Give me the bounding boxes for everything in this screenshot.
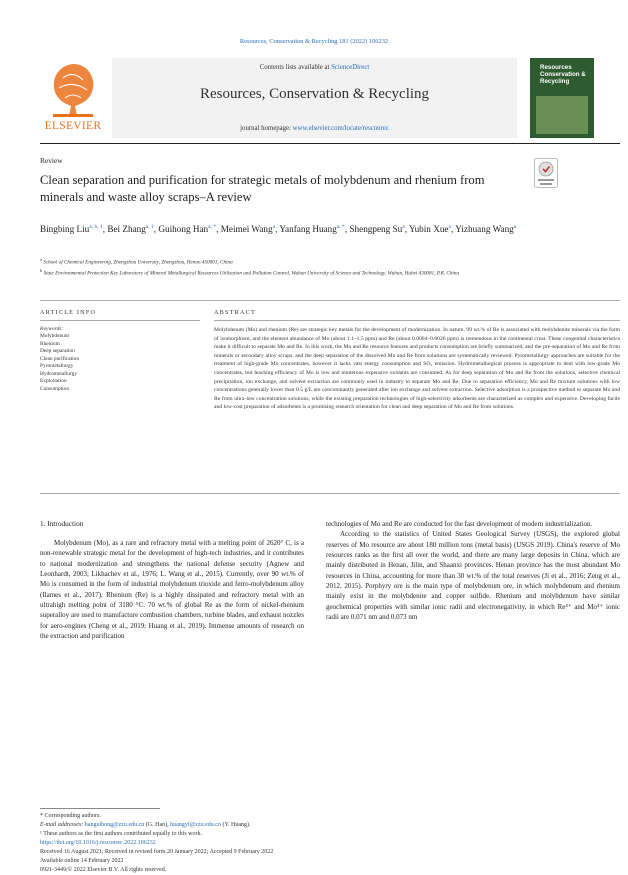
affiliation bbox=[40, 267, 600, 278]
abstract-bottom-divider bbox=[40, 493, 620, 494]
author-name[interactable]: Meimei Wang bbox=[220, 224, 273, 235]
keyword: Deep separation bbox=[40, 348, 75, 354]
author-name[interactable]: Guihong Han bbox=[158, 224, 209, 235]
abstract-heading: ABSTRACT bbox=[214, 309, 256, 316]
author-affiliation-marker[interactable]: a bbox=[402, 224, 405, 230]
author-name[interactable]: Shengpeng Su bbox=[349, 224, 403, 235]
author-affiliation-marker[interactable]: a bbox=[513, 224, 517, 230]
affiliation-text: State Environmental Protection Key Laboratory of Mineral Metallurgical Resources Utilization and Pollution Control, Wuhan University of Science and Technology, Wuhan, Hubei 430081, P.R. China bbox=[43, 270, 460, 277]
article-info-heading: ARTICLE INFO bbox=[40, 309, 97, 316]
cover-image-band bbox=[536, 96, 588, 134]
author-name[interactable]: Bei Zhang bbox=[107, 224, 146, 235]
journal-title: Resources, Conservation & Recycling bbox=[199, 86, 430, 102]
online-date: Available online 14 February 2022 bbox=[40, 858, 124, 864]
email-line bbox=[40, 821, 600, 830]
contents-line bbox=[112, 64, 517, 71]
keyword: Consumption bbox=[40, 385, 70, 392]
footnotes bbox=[40, 812, 600, 875]
copyright: 0921-3449/© 2022 Elsevier B.V. All rights reserved. bbox=[40, 867, 167, 873]
contents-prefix: Contents lists available at bbox=[259, 64, 332, 71]
affiliation bbox=[40, 256, 600, 267]
abstract-text: Molybdenum (Mo) and rhenium (Re) are strategic key metals for the development of modernization. In nature, 99 wt.% of Re is associated with molybdenite minerals via the form of isomorphism, and the element abundance of Mo (about 1.1–1.5 ppm) and Re (about 0.0004–0.0026 ppm) is tremendous in the continental crust. These congenital characteristics make it difficult to separate Mo and Re. In this work, the Mo and Re resource features and products consumption are briefly summarized, and the pre-separation of Mo and Re from minerals or secondary alloy scraps, and the deep separation of the dissolved Mo and Re from solutions are systematically reviewed. Pyrometallurgy approaches are suitable for the treatment of high-grade Mo concentrates, however it lacks vast energy consumption and SO₂ emission. Hydrometallurgical process is appropriate to deal with low-grade Mo concentrates, but leaching efficiency of Mo is low and numerous expensive oxidants are consumed. As for deep separation of Mo and Re from the solutions, selective chemical precipitation, ion exchange, and solvent extraction are commonly used in industry to separate Mo and Re. Due to separation efficiency, Mo and Re mixture solutions with low concentrations generally lower than 0.5 g/L are concomitantly generated after ion exchange and solvent extraction. Selective adsorption is a prospective method to separate Mo and Re from ultra-low concentration solutions, while the existing preparation technologies of high-selectivity adsorbents are characterized as complex and expensive. Developing facile and low-cost preparation of adsorbents is a promising research orientation for clean and deep separation of Mo and Re from solutions. bbox=[214, 327, 620, 411]
keyword: Clean purification bbox=[40, 355, 80, 362]
author-affiliation-marker[interactable]: a, b, 1 bbox=[89, 224, 103, 230]
homepage-link[interactable]: www.elsevier.com/locate/resconrec bbox=[292, 125, 389, 132]
email-label: E-mail addresses: bbox=[40, 822, 85, 828]
author-name[interactable]: Yubin Xue bbox=[408, 224, 449, 235]
intro-column-1: Molybdenum (Mo), as a rare and refractory metal with a melting point of 2620° C, is a non-renewable strategic metal for the development of high-tech industries, and it contributes to national modernization and strengthens the national defense security (Agnew and Leonhardt, 2003; Likhachev et al., 1976; L. Wang et al., 2015). Currently, over 90 wt.% of Mo is consumed in the form of industrial molybdenum trioxide and ferro-molybdenum alloy (Ilames et al., 2017). Rhenium (Re) is a highly dissipated and refractory metal with an ultrahigh melting point of 3180 °C. 70 wt.% of global Re as the form of nickel-rhenium superalloy are used to manufacture combustion chambers, turbine blades, and exhaust nozzles for aero-engines (Cheng et al., 2019; Huang et al., 2019). Immense amounts of research on the extraction and purification bbox=[40, 539, 304, 641]
journal-reference[interactable]: Resources, Conservation & Recycling 181 (2022) 106232 bbox=[239, 38, 389, 45]
publisher-name: ELSEVIER bbox=[44, 120, 102, 132]
email-name-huang: (Y. Huang). bbox=[220, 822, 251, 828]
keyword: Hydrometallurgy bbox=[40, 370, 78, 377]
check-for-updates-icon[interactable] bbox=[534, 158, 558, 188]
author-name[interactable]: Bingbing Liu bbox=[40, 224, 90, 235]
elsevier-tree-logo-icon bbox=[45, 58, 101, 120]
email-name-han: (G. Han), bbox=[144, 822, 171, 828]
article-type: Review bbox=[40, 156, 63, 165]
affiliations bbox=[40, 256, 600, 277]
cover-title: Resources Conservation & Recycling bbox=[540, 64, 586, 85]
email-link-han[interactable]: hanguihong@zzu.edu.cn bbox=[84, 822, 145, 828]
section-title-introduction: 1. Introduction bbox=[40, 519, 84, 528]
doi-link[interactable]: https://doi.org/10.1016/j.resconrec.2022.106232 bbox=[40, 840, 156, 846]
affiliation-marker: a bbox=[40, 257, 42, 262]
article-title: Clean separation and purification for strategic metals of molybdenum and rhenium from minerals and waste alloy scraps–A review bbox=[40, 173, 485, 204]
affiliation-marker: b bbox=[40, 267, 43, 273]
divider bbox=[40, 300, 620, 301]
sciencedirect-link[interactable]: ScienceDirect bbox=[331, 64, 370, 71]
keyword: Molybdenum bbox=[40, 333, 70, 339]
keyword: Pyrometallurgy bbox=[40, 363, 74, 369]
keyword: Rhenium bbox=[40, 340, 60, 347]
article-info-divider bbox=[40, 320, 200, 321]
intro-paragraph: According to the statistics of United States Geological Survey (USGS), the explored global reserves of Mo resource are about 180 million tons (metal basis) (USGS 2019). China's reserve of Mo resources ranks as the first all over the world, and there are many large deposits in China, which are mainly distributed in Henan, Jilin, and Shaanxi provinces. Henan province has the most abundant Mo resources in China, accounting for more than 30 wt.% of the total reserves (Ji et al., 2016; Zeng et al., 2012, 2015). Porphyry ore is the main type of molybdenum ore, in which molybdenum and rhenium mainly exist in the molybdenite and copper sulfide. Rhenium and molybdenum have similar geochemical properties with similar ionic radii and electronegativity, in which Re⁴⁺ and Mo⁴⁺ ionic radii are 0.071 nm and 0.073 nm bbox=[326, 530, 620, 622]
email-link-huang[interactable]: huangyf@zzu.edu.cn bbox=[170, 822, 221, 828]
author-affiliation-marker[interactable]: a, 1 bbox=[145, 224, 154, 230]
affiliation-text: School of Chemical Engineering, Zhengzhou University, Zhengzhou, Henan 450001, China bbox=[43, 259, 233, 266]
author-affiliation-marker[interactable]: a bbox=[448, 224, 451, 230]
keywords-label: Keywords: bbox=[40, 326, 64, 332]
keyword: Exploitation bbox=[40, 378, 67, 384]
author-list: Bingbing Liu$^{a, b, 1}$, Bei Zhang$^{a, 1}$, Guihong Han$^{a, *}$, Meimei Wang$^a$, Yanfang Huang$^{a, *}$, Shengpeng Su$^a$, Yubin Xue$^a$, Yizhuang Wang$^a$ bbox=[40, 224, 517, 235]
author-affiliation-marker[interactable]: a, * bbox=[336, 224, 345, 230]
footnote-divider bbox=[40, 808, 160, 809]
homepage-line bbox=[112, 125, 517, 132]
author-name[interactable]: Yanfang Huang bbox=[279, 224, 337, 235]
equal-contribution-note: ¹ These authors as the first authors contributed equally to this work. bbox=[40, 831, 202, 837]
header-divider bbox=[40, 143, 620, 144]
abstract-divider bbox=[214, 320, 620, 321]
received-dates: Received 16 August 2021; Received in revised form 20 January 2022; Accepted 9 February 2022 bbox=[40, 849, 274, 855]
author-affiliation-marker[interactable]: a, * bbox=[208, 224, 217, 230]
corresponding-note: * Corresponding authors. bbox=[40, 813, 101, 819]
intro-paragraph: technologies of Mo and Re are conducted for the fast development of modern industrialization. bbox=[326, 520, 593, 528]
intro-column-2 bbox=[326, 519, 620, 622]
keyword-list bbox=[40, 333, 200, 393]
author-affiliation-marker[interactable]: a bbox=[272, 224, 276, 230]
homepage-prefix: journal homepage: bbox=[240, 125, 293, 132]
author-name[interactable]: Yizhuang Wang bbox=[455, 224, 514, 235]
